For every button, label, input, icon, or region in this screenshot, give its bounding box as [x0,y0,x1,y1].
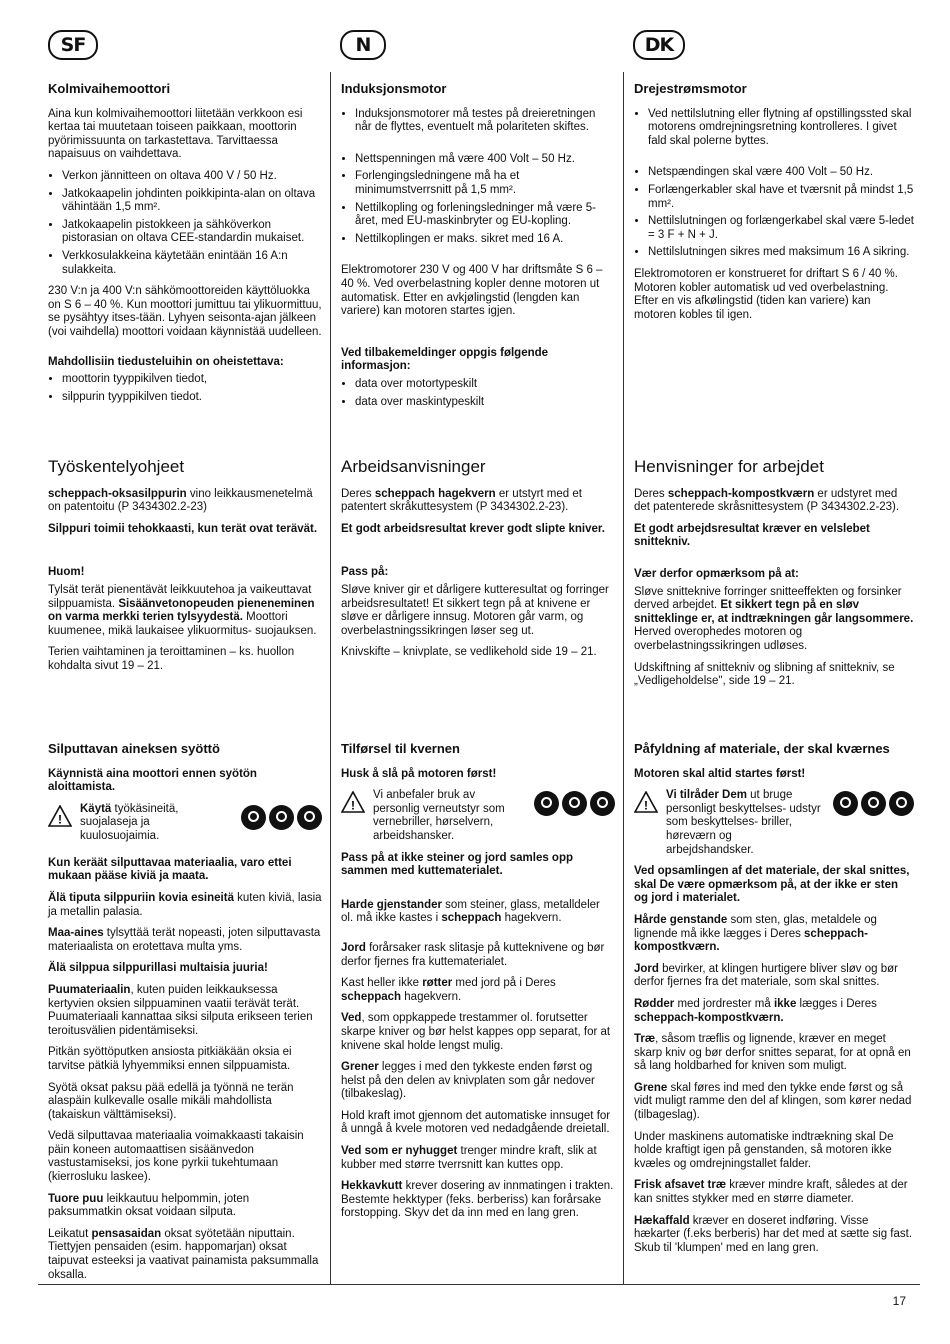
bold-text: Frisk afsavet træ [634,1179,727,1192]
svg-text:!: ! [351,798,355,813]
text: Kast heller ikke [341,977,423,990]
bold-text: Et sikkert tegn på en sløv snitteklinge er, at indtrækningen går langsommere. [634,599,914,625]
bold-text: Træ [634,1033,656,1046]
warning-text [666,789,822,857]
ear-protection-icon [269,805,294,830]
subheading: Huom! [48,566,85,579]
ear-protection-icon [861,791,886,816]
list-item: • Ved nettilslutning eller flytning af opstillingssted skal motorens omdrejningsretning kontrolleres. I givet fald skal polerne byttes. [648,108,914,149]
text: hagekvern. [501,912,562,925]
text: , som oppkappede trestammer ol. forutsetter skarpe kniver og bør helst kappes opp separat, for at knivene skal holde lengst mulig. [341,1012,611,1052]
warning-triangle-icon [341,791,365,813]
list-item: • Nettspenningen må være 400 Volt – 50 Hz. [355,153,615,167]
bold-text: Jord [341,941,366,954]
bold-text: Älä tiputa silppuriin kovia esineitä [48,891,234,904]
bold-text: Sisäänvetonopeuden pieneneminen on varma merkki terien tylsyydestä. [48,597,315,624]
text: Deres [634,487,668,500]
list-item: • Jatkokaapelin pistokkeen ja sähköverkon pistorasian on oltava CEE-standardin mukaiset. [62,219,322,246]
text: kræver en doseret indføring. Visse hækarter (f.eks berberis) har det med at sætte sig fast. Skub til 'klumpen' med en lang gren. [634,1214,913,1254]
section-feeding [48,742,322,1290]
safety-goggles-icon [241,805,266,830]
paragraph [48,1193,322,1220]
paragraph [634,1033,914,1074]
bullet-list [634,166,914,260]
list-item: • Forlengingsledningene må ha et minimumstverrsnitt på 1,5 mm². [355,170,615,197]
section-motor [341,82,615,417]
paragraph: Motoren skal altid startes først! [634,767,806,780]
svg-text:!: ! [58,812,62,827]
text: som sten, glas, metaldele og lignende må ikke lægges i Deres [634,913,877,940]
paragraph: Hold kraft imot gjennom det automatiske innsuget for å unngå å kvele motoren ved nedadgående dreietall. [341,1109,611,1136]
paragraph [341,942,615,969]
bold-text: pensasaidan [91,1227,162,1240]
language-badge-sf: SF [48,30,98,60]
list-item: • Nettilkopling og forleningsledninger må være 5-året, med EU-maskinbryter og EU-kopling. [355,202,615,229]
bold-text: scheppach-oksasilppurin [48,487,187,500]
paragraph [634,586,914,654]
text: Moottori kuumenee, mikä laukaisee ylikuormitus- suojauksen. [48,611,317,637]
text: krever dosering av innmatingen i trakten. Bestemte hekktyper (feks. berberiss) kan forårsake forstopping. Skyv det da inn med en lang gren. [341,1180,614,1220]
bullet-list [634,108,914,149]
warning-block [48,803,322,849]
list-item: • Jatkokaapelin johdinten poikkipinta-alan on oltava vähintään 1,5 mm². [62,188,322,215]
paragraph: Syötä oksat paksu pää edellä ja työnnä ne terän alaspäin kulkevalle osalle mikäli mahdollista (takaiskun välttämiseksi). [48,1081,294,1121]
paragraph [634,1215,914,1256]
paragraph [341,1145,615,1172]
ear-protection-icon [562,791,587,816]
paragraph [48,1228,322,1282]
paragraph [634,914,914,955]
text: skal føres ind med den tykke ende først og så vidt muligt ramme den del af klingen, som kører nedad (tilbageslag). [634,1081,912,1122]
bold-text: Grene [634,1081,668,1094]
bold-text: Harde gjenstander [341,898,442,911]
list-item: • data over motortypeskilt [355,378,615,392]
section-feeding [341,742,615,1229]
text: med jordrester må [674,997,774,1010]
text: ut bruge personligt beskyttelses- udstyr som beskyttelses- briller, høreværn og arbejdshandsker. [666,789,821,856]
bold-text: scheppach [441,912,502,925]
section-title: Arbeidsanvisninger [341,457,486,476]
bold-text: Ved [341,1012,362,1025]
section-feeding [634,742,914,1263]
paragraph: Terien vaihtaminen ja teroittaminen – ks. huollon kohdalta sivut 19 – 21. [48,646,295,672]
bold-text: Vi tilråder Dem [666,789,747,802]
subheading: Ved tilbakemeldinger oppgis følgende informasjon: [341,346,549,373]
paragraph: Elektromotoren er konstrueret for driftart S 6 / 40 %. Motoren kobler automatisk ud ved overbelastning. Efter en vis afkølingstid (tiden kan variere) kan motoren kobles til igen. [634,267,898,321]
text: Tylsät terät pienentävät leikkuutehoa ja vaikeuttavat silppuamista. [48,583,312,610]
list-item: • Nettilslutningen sikres med maksimum 16 A sikring. [648,246,914,260]
paragraph: Pass på at ikke steiner og jord samles opp sammen med kuttematerialet. [341,851,574,878]
paragraph: Kun keräät silputtavaa materiaalia, varo ettei mukaan pääse kiviä ja maata. [48,856,292,883]
paragraph [48,488,322,515]
warning-text: Vi anbefaler bruk av personlig verneutstyr som vernebriller, hørselvern, arbeidshansker. [373,789,505,842]
paragraph: Under maskinens automatiske indtrækning skal De holde kraftigt igen på genstanden, så motoren ikke kvæles og omdrejningstallet falder. [634,1130,894,1170]
warning-block [341,789,615,843]
paragraph: 230 V:n ja 400 V:n sähkömoottoreiden käyttöluokka on S 6 – 40 %. Kun moottori jumittuu tai ylikuormittuu, se pysähtyy itses-tään. Lyhyen seisonta-ajan jälkeen (voi vaihdella) moottori voidaan käynnistää uudelleen. [48,285,322,338]
list-item: • Forlængerkabler skal have et tværsnit på mindst 1,5 mm². [648,184,914,211]
section-instructions [341,457,615,668]
paragraph [48,892,322,919]
text: , såsom træflis og lignende, kræver en meget skarp kniv og bør derfor snittes separat, for at opnå en så lang holdbarhed for kniven som muligt. [634,1033,911,1073]
text: työkäsineitä, suojalaseja ja kuulosuojaimia. [80,802,179,842]
bold-text: Maa-aines [48,927,104,940]
section-motor [634,82,914,330]
text: vino leikkausmenetelmä on patentoitu (P 3434302.2-23) [48,487,313,514]
paragraph [48,584,322,638]
text: leikkautuu helpommin, joten paksummatkin oksat voidaan silputa. [48,1192,250,1219]
paragraph: Pitkän syöttöputken ansiosta pitkiäkään oksia ei tarvitse pätkiä lyhyemmiksi ennen silppuamista. [48,1046,292,1072]
bullet-list [48,170,322,277]
section-motor [48,82,322,412]
gloves-icon [590,791,615,816]
language-badge-dk: DK [633,30,685,60]
text: kræver mindre kraft, således at der kan snittes stykker med en større diameter. [634,1179,908,1206]
text: legges i med den tykkeste enden først og helst på den delen av knivplaten som går nedover (tilbakeslag). [341,1061,595,1101]
paragraph: Aina kun kolmivaihemoottori liitetään verkkoon esi kertaa tai muutetaan toiseen paikkaan, moottorin pyörimissuunta on tarkastettava. Tarvittaessa napaisuus on vaihdettava. [48,107,303,161]
section-heading: Silputtavan aineksen syöttö [48,741,220,756]
text: bevirker, at klingen hurtigere bliver sløv og bør derfor fjernes fra det materiale, som skal snittes. [634,962,898,989]
subheading: Pass på: [341,566,389,579]
bold-text: Rødder [634,997,675,1010]
bold-text: Käytä [80,802,112,815]
paragraph: Et godt arbeidsresultat krever godt slipte kniver. [341,522,605,535]
paragraph [341,1180,615,1221]
bullet-list [341,153,615,247]
text: oksat syötetään niputtain. Tiettyjen pensaiden (esim. happomarjan) oksat taipuvat esteeksi ja vaativat painamista paksummalla oksalla. [48,1227,319,1281]
ppe-icons [241,805,322,830]
bullet-list [341,378,615,409]
bold-text: scheppach-kompostkværn [667,487,815,500]
bullet-list [341,108,615,135]
gloves-icon [889,791,914,816]
bold-text: Hekkavkutt [341,1180,403,1193]
paragraph [634,963,914,990]
section-heading: Kolmivaihemoottori [48,81,171,96]
list-item: • Netspændingen skal være 400 Volt – 50 Hz. [648,166,914,180]
bullet-list [48,373,322,404]
text: er utstyrt med et patentert skråkuttesystem (P 3434302.2-23). [341,487,582,514]
paragraph [634,488,914,515]
section-heading: Induksjonsmotor [341,81,447,96]
svg-text:!: ! [644,798,648,813]
bold-text: Tuore puu [48,1192,104,1205]
text: er udstyret med det patenterede skråsnittesystem (P 3434302.2-23). [634,487,900,514]
paragraph: Sløve kniver gir et dårligere kutteresultat og forringer arbeidsresultatet! Et sikkert tegn på at knivene er sløve er dårligere innsug. Motoren går varm, og overbelastningssikringen løser seg ut. [341,583,609,637]
section-heading: Drejestrømsmotor [634,81,747,96]
section-heading: Påfyldning af materiale, der skal kværnes [634,741,890,756]
bold-text: ikke [773,997,797,1010]
paragraph [341,1061,615,1102]
paragraph [634,1179,914,1206]
text: hagekvern. [401,990,462,1003]
section-heading: Tilførsel til kvernen [341,741,460,756]
list-item: • Verkon jännitteen on oltava 400 V / 50 Hz. [62,170,322,184]
section-title: Henvisninger for arbejdet [634,457,824,476]
text: kuten kiviä, lasia ja metallin palasia. [48,891,322,918]
paragraph [341,1012,615,1053]
subheading: Vær derfor opmærksom på at: [634,567,799,580]
paragraph: Käynnistä aina moottori ennen syötön aloittamista. [48,767,257,794]
bold-text: Ved som er nyhugget [341,1145,458,1158]
text: med jord på i Deres [452,977,556,990]
text: Deres [341,487,375,500]
text: tylsyttää terät nopeasti, joten silputtavasta materiaalista on erotettava multa yms. [48,927,321,953]
ppe-icons [833,791,914,816]
bold-text: røtter [422,977,453,990]
safety-goggles-icon [833,791,858,816]
text: Sløve snitteknive forringer snitteeffekten og forsinker derved arbejdet. [634,585,902,612]
language-badge-n: N [340,30,386,60]
list-item: • Nettilkoplingen er maks. sikret med 16 A. [355,233,615,247]
paragraph: Vedä silputtavaa materiaalia voimakkaasti takaisin päin koneen automaattisen sisäänvedon vastustamiseksi, jos kone pyrkii tukehtumaan (kierrosluku laskee). [48,1130,304,1184]
paragraph: Et godt arbejdsresultat kræver en velslebet snittekniv. [634,522,870,549]
bold-text: scheppach-kompostkværn. [634,927,868,954]
column-dk [624,22,922,1284]
section-title: Työskentelyohjeet [48,457,185,476]
paragraph: Älä silppua silppurillasi multaisia juuria! [48,962,268,975]
manual-page [38,22,922,1284]
text: lægges i Deres [796,997,877,1010]
gloves-icon [297,805,322,830]
paragraph [48,927,322,954]
bold-text: scheppach [341,990,402,1003]
text: forårsaker rask slitasje på kutteknivene og bør derfor fjernes fra kuttematerialet. [341,941,605,968]
ppe-icons [534,791,615,816]
warning-triangle-icon [634,791,658,813]
page-number: 17 [892,1294,906,1308]
list-item: • Verkkosulakkeina käytetään enintään 16 A:n sulakkeita. [62,250,322,277]
paragraph: Udskiftning af snittekniv og slibning af snittekniv, se „Vedligeholdelse", side 19 – 21. [634,661,895,688]
text: som steiner, glass, metalldeler ol. må ikke kastes i [341,898,600,925]
paragraph [634,1082,914,1123]
list-item: • moottorin tyyppikilven tiedot, [62,373,322,387]
bold-text: Hækaffald [634,1214,690,1227]
list-item: • data over maskintypeskilt [355,396,615,410]
column-sf [38,22,330,1284]
safety-goggles-icon [534,791,559,816]
paragraph: Husk å slå på motoren først! [341,767,497,780]
bold-text: Hårde genstande [634,913,728,926]
warning-block [634,789,914,857]
bold-text: scheppach-kompostkværn. [634,1011,784,1024]
column-n [331,22,623,1284]
warning-text [80,803,230,844]
text: , kuten puiden leikkauksessa kertyvien oksien silppuaminen vaatii terävät terät. Puumateriaali kannattaa siksi silputa erikseen terien teroitusvälien pidentämiseksi. [48,983,313,1037]
paragraph: Silppuri toimii tehokkaasti, kun terät ovat terävät. [48,522,318,535]
text: Herved overophedes motoren og overbelastningssikringen udløses. [634,626,808,652]
list-item: • silppurin tyyppikilven tiedot. [62,391,322,405]
section-instructions [48,457,322,682]
bold-text: scheppach hagekvern [374,487,496,500]
paragraph [341,899,615,926]
text: Leikatut [48,1227,92,1240]
bold-text: Puumateriaalin [48,983,131,996]
list-item: • Nettilslutningen og forlængerkabel skal være 5-ledet = 3 F + N + J. [648,215,914,242]
bold-text: Grener [341,1061,379,1074]
warning-triangle-icon [48,805,72,827]
paragraph [48,984,322,1038]
subheading: Mahdollisiin tiedusteluihin on oheistettava: [48,355,284,368]
paragraph: Knivskifte – knivplate, se vedlikehold side 19 – 21. [341,646,597,659]
paragraph [341,977,615,1004]
paragraph: Ved opsamlingen af det materiale, der skal snittes, skal De være opmærksom på, at der ikke er sten og jord i materialet. [634,865,910,905]
paragraph [341,488,615,515]
bold-text: Jord [634,962,659,975]
section-instructions [634,457,914,697]
paragraph [634,998,914,1025]
list-item: • Induksjonsmotorer må testes på dreieretningen når de flyttes, eventuelt må polariteten skiftes. [355,108,615,135]
text: trenger mindre kraft, slik at kubber med større tverrsnitt kan kuttes opp. [341,1145,597,1171]
paragraph: Elektromotorer 230 V og 400 V har driftsmåte S 6 – 40 %. Ved overbelastning kopler denne motoren ut automatisk. Etter en avkjølingstid (lengden kan variere) kan motoren startes igjen. [341,264,603,318]
